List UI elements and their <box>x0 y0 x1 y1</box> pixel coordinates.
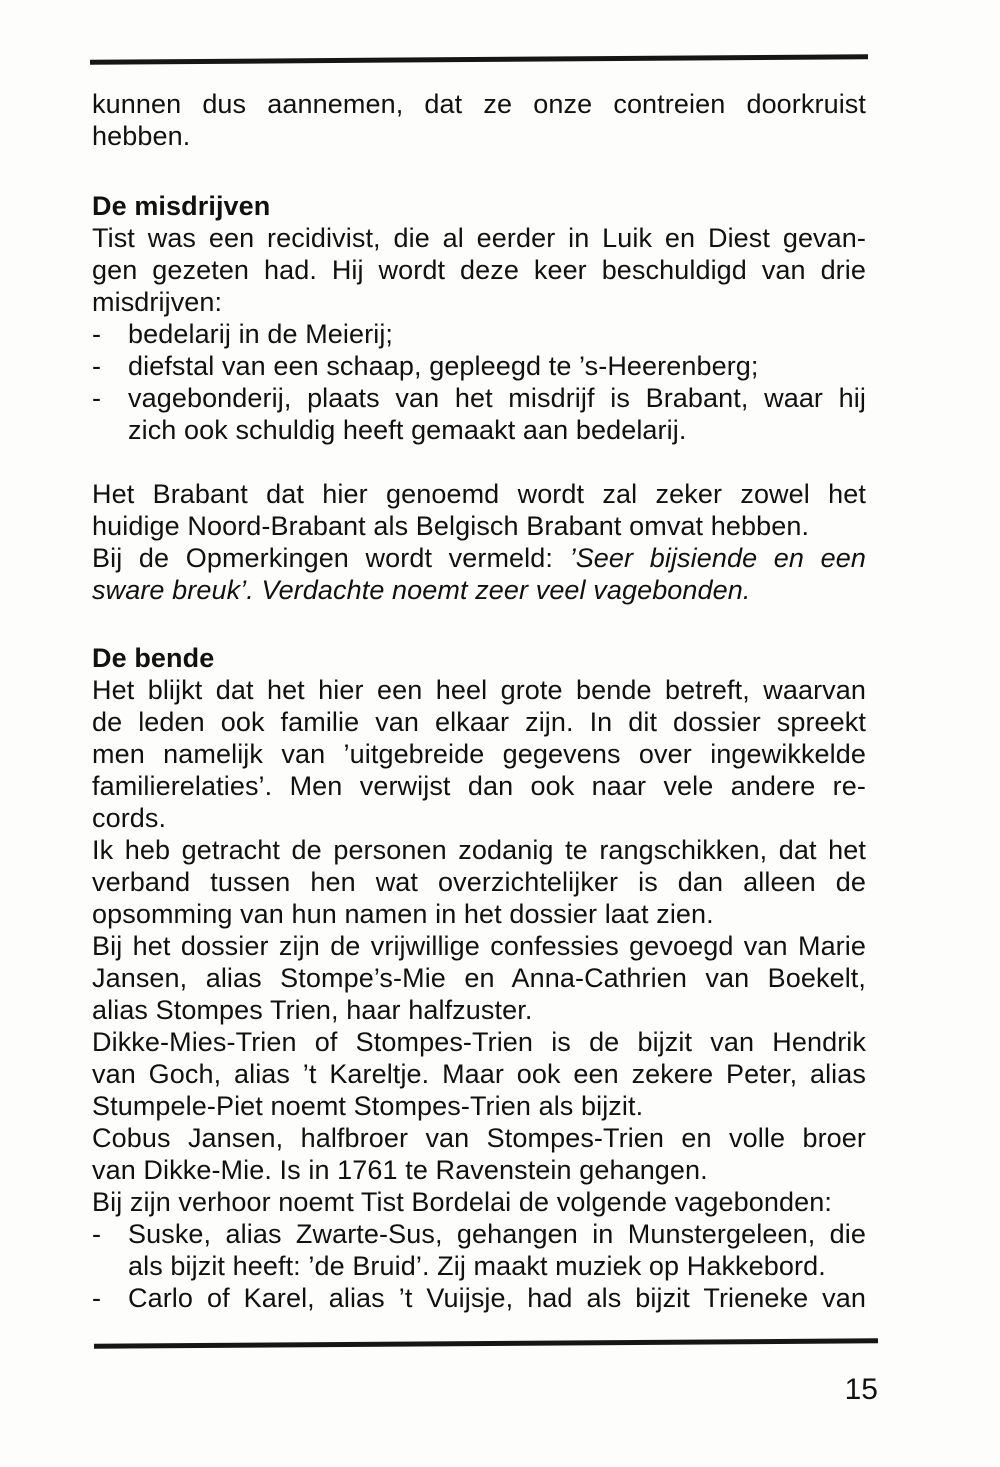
tist-paragraph: Tist was een recidivist, die al eerder in Luik en Diest gevan- gen gezeten had. Hij wordt deze keer beschuldigd van drie misdrijven: <box>92 223 866 317</box>
bende-paragraph-verhoor: Bij zijn verhoor noemt Tist Bordelai de volgende vagebonden: <box>92 1187 832 1217</box>
bende-paragraph-getracht: Ik heb getracht de personen zodanig te rangschikken, dat het verband tussen hen wat overzichtelijker is dan alleen de opsomming van hun namen in het dossier laat zien. <box>92 835 866 929</box>
bullet-marker: - <box>92 319 102 349</box>
misdrijven-heading: De misdrijven <box>92 191 271 221</box>
bullet-item <box>92 350 866 382</box>
bende-paragraph-dikke: Dikke-Mies-Trien of Stompes-Trien is de bijzit van Hendrik van Goch, alias ’t Kareltje. Maar ook een zekere Peter, alias Stumpele-Piet noemt Stompes-Trien als bijzit. <box>92 1027 866 1121</box>
bullet-text: diefstal van een schaap, gepleegd te ’s-Heerenberg; <box>128 351 759 381</box>
bullet-marker: - <box>92 383 102 413</box>
bende-paragraph-cobus: Cobus Jansen, halfbroer van Stompes-Trien en volle broer van Dikke-Mie. Is in 1761 te Ravenstein gehangen. <box>92 1123 866 1185</box>
intro-paragraph: kunnen dus aannemen, dat ze onze contreien doorkruist hebben. <box>92 89 866 151</box>
text-column <box>92 0 866 1314</box>
bottom-rule <box>94 1338 878 1348</box>
bullet-text: bedelarij in de Meierij; <box>128 319 394 349</box>
bullet-item <box>92 318 866 350</box>
bullet-marker: - <box>92 1219 102 1249</box>
bende-heading: De bende <box>92 643 215 673</box>
bullet-marker: - <box>92 1283 102 1313</box>
brabant-paragraph: Het Brabant dat hier genoemd wordt zal zeker zowel het huidige Noord-Brabant als Belgisch Brabant omvat hebben. <box>92 479 866 541</box>
bullet-text: Suske, alias Zwarte-Sus, gehangen in Munstergeleen, die als bijzit heeft: ’de Bruid’. Zij maakt muziek op Hakkebord. <box>128 1219 866 1281</box>
bullet-item <box>92 1282 866 1314</box>
bende-paragraph-blijkt: Het blijkt dat het hier een heel grote bende betreft, waarvan de leden ook familie van elkaar zijn. In dit dossier spreekt men namelijk van ’uitgebreide gegevens over ingewikkelde familierelaties’. Men verwijst dan ook naar vele andere re- cords. <box>92 675 866 833</box>
bende-paragraph-dossier: Bij het dossier zijn de vrijwillige confessies gevoegd van Marie Jansen, alias Stompe’s-Mie en Anna-Cathrien van Boekelt, alias Stompes Trien, haar halfzuster. <box>92 931 866 1025</box>
opmerkingen-paragraph: Bij de Opmerkingen wordt vermeld: ’Seer bijsiende en een sware breuk’. Verdachte noemt zeer veel vagebonden. <box>92 543 866 605</box>
bullet-item <box>92 1218 866 1282</box>
bullet-marker: - <box>92 351 102 381</box>
bullet-item <box>92 382 866 446</box>
bullet-text: Carlo of Karel, alias ’t Vuijsje, had als bijzit Trieneke van <box>128 1283 866 1313</box>
bullet-text: vagebonderij, plaats van het misdrijf is Brabant, waar hij zich ook schuldig heeft gemaakt aan bedelarij. <box>128 383 866 445</box>
page-number: 15 <box>844 1373 878 1406</box>
